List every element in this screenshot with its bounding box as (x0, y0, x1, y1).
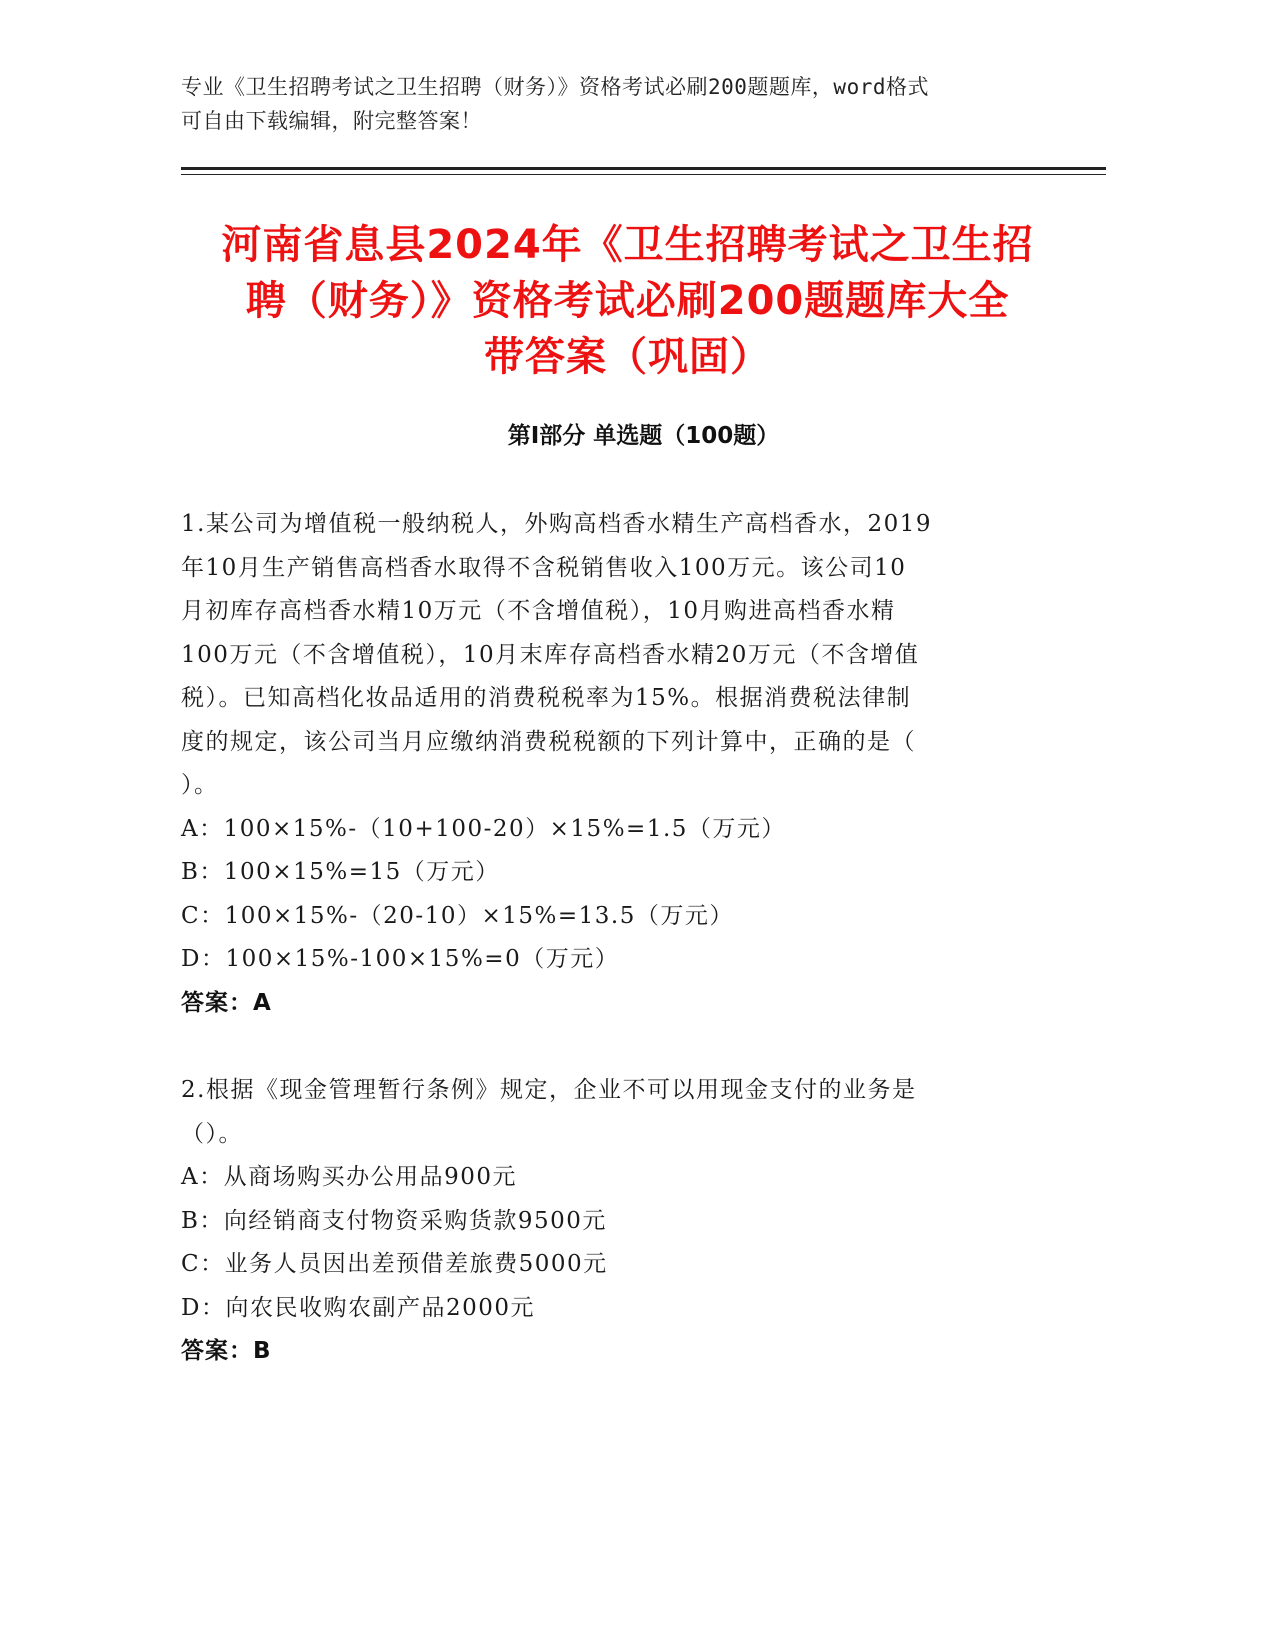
question-stem-line: ）。 (181, 772, 219, 798)
question-stem-line: 月初库存高档香水精10万元（不含增值税），10月购进高档香水精 (181, 598, 896, 624)
question-stem-line: 税）。已知高档化妆品适用的消费税税率为15%。根据消费税法律制 (181, 685, 912, 711)
section-heading: 第Ⅰ部分 单选题（100题） (507, 423, 780, 449)
option-d: D：100×15%-100×15%=0（万元） (181, 946, 620, 972)
title-line: 带答案（巩固） (484, 334, 771, 380)
question-stem-line: 度的规定，该公司当月应缴纳消费税税额的下列计算中，正确的是（ (181, 728, 916, 755)
option-a: A：100×15%-（10+100-20）×15%=1.5（万元） (181, 815, 786, 842)
document-header-note (181, 70, 1041, 138)
document-title (160, 217, 1095, 385)
answer-key: 答案：A (181, 989, 272, 1016)
question-stem-line: （）。 (181, 1120, 243, 1147)
header-divider-thick (181, 167, 1106, 170)
option-c: C：100×15%-（20-10）×15%=13.5（万元） (181, 902, 734, 929)
question-stem-line: 年10月生产销售高档香水取得不含税销售收入100万元。该公司10 (181, 554, 907, 581)
header-divider-thin (181, 174, 1106, 175)
option-c: C：业务人员因出差预借差旅费5000元 (181, 1251, 608, 1277)
question-stem-line: 1.某公司为增值税一般纳税人，外购高档香水精生产高档香水，2019 (181, 511, 932, 537)
question-stem-line: 100万元（不含增值税），10月末库存高档香水精20万元（不含增值 (181, 641, 920, 668)
question-2 (181, 1069, 1031, 1374)
title-line: 河南省息县2024年《卫生招聘考试之卫生招 (221, 222, 1034, 268)
title-line: 聘（财务）》资格考试必刷200题题库大全 (245, 278, 1010, 324)
header-note-line: 可自由下载编辑，附完整答案！ (181, 109, 482, 133)
question-stem-line: 2.根据《现金管理暂行条例》规定，企业不可以用现金支付的业务是 (181, 1077, 917, 1103)
question-1 (181, 503, 1031, 1025)
answer-key: 答案：B (181, 1338, 272, 1364)
option-b: B：向经销商支付物资采购货款9500元 (181, 1207, 607, 1234)
option-d: D：向农民收购农副产品2000元 (181, 1294, 535, 1321)
header-note-line: 专业《卫生招聘考试之卫生招聘（财务）》资格考试必刷200题题库，word格式 (181, 75, 929, 99)
option-b: B：100×15%=15（万元） (181, 859, 500, 885)
option-a: A：从商场购买办公用品900元 (181, 1164, 518, 1190)
